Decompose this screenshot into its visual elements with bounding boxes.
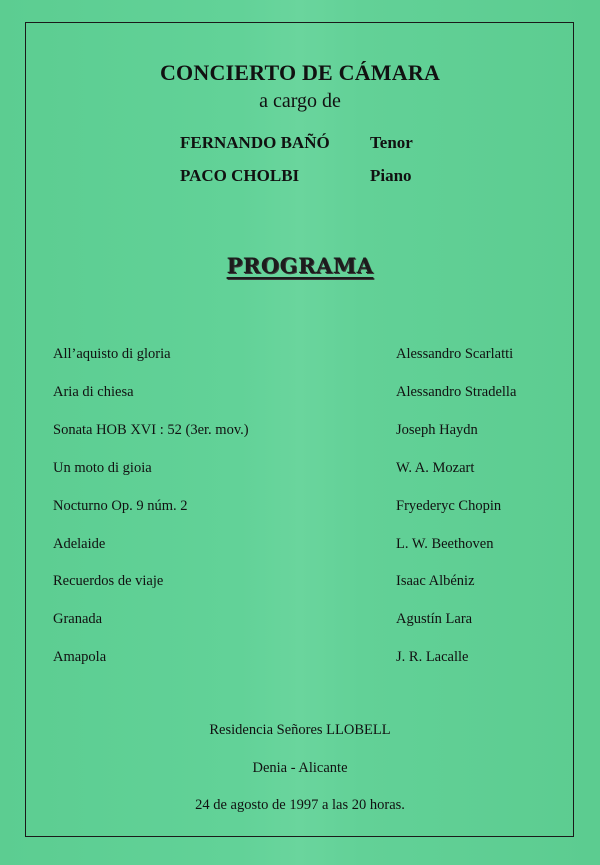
concert-subtitle: a cargo de [259,90,341,112]
performer-2-name: PACO CHOLBI [180,166,300,185]
program-composer: Isaac Albéniz [396,573,475,589]
program-composer: J. R. Lacalle [396,649,469,665]
program-piece: Sonata HOB XVI : 52 (3er. mov.) [53,422,249,438]
program-row [0,536,600,556]
program-composer: Alessandro Scarlatti [396,346,514,362]
program-heading-wrap [0,253,600,278]
program-piece: Amapola [53,649,107,665]
program-piece: Adelaide [53,536,106,552]
program-row [0,460,600,480]
program-composer: L. W. Beethoven [396,536,494,552]
performer-1-name: FERNANDO BAÑÓ [180,133,330,152]
program-row [0,422,600,442]
program-row [0,649,600,669]
program-piece: All’aquisto di gloria [53,346,171,362]
program-composer: Fryederyc Chopin [396,498,502,514]
performer-1-role: Tenor [370,133,413,152]
program-row [0,611,600,631]
program-piece: Nocturno Op. 9 núm. 2 [53,498,188,514]
program-composer: Joseph Haydn [396,422,478,438]
program-row [0,498,600,518]
program-composer: W. A. Mozart [396,460,475,476]
concert-title: CONCIERTO DE CÁMARA [159,60,441,85]
program-piece: Granada [53,611,103,627]
program-piece: Recuerdos de viaje [53,573,164,589]
program-heading: PROGRAMA [226,253,374,278]
date-time: 24 de agosto de 1997 a las 20 horas. [195,797,405,813]
program-composer: Agustín Lara [396,611,473,627]
performer-2-role: Piano [370,166,412,185]
program-row [0,346,600,366]
program-piece: Aria di chiesa [53,384,134,400]
program-composer: Alessandro Stradella [396,384,517,400]
program-row [0,384,600,404]
program-row [0,573,600,593]
program-piece: Un moto di gioia [53,460,152,476]
location: Denia - Alicante [252,760,348,776]
venue: Residencia Señores LLOBELL [209,722,391,738]
